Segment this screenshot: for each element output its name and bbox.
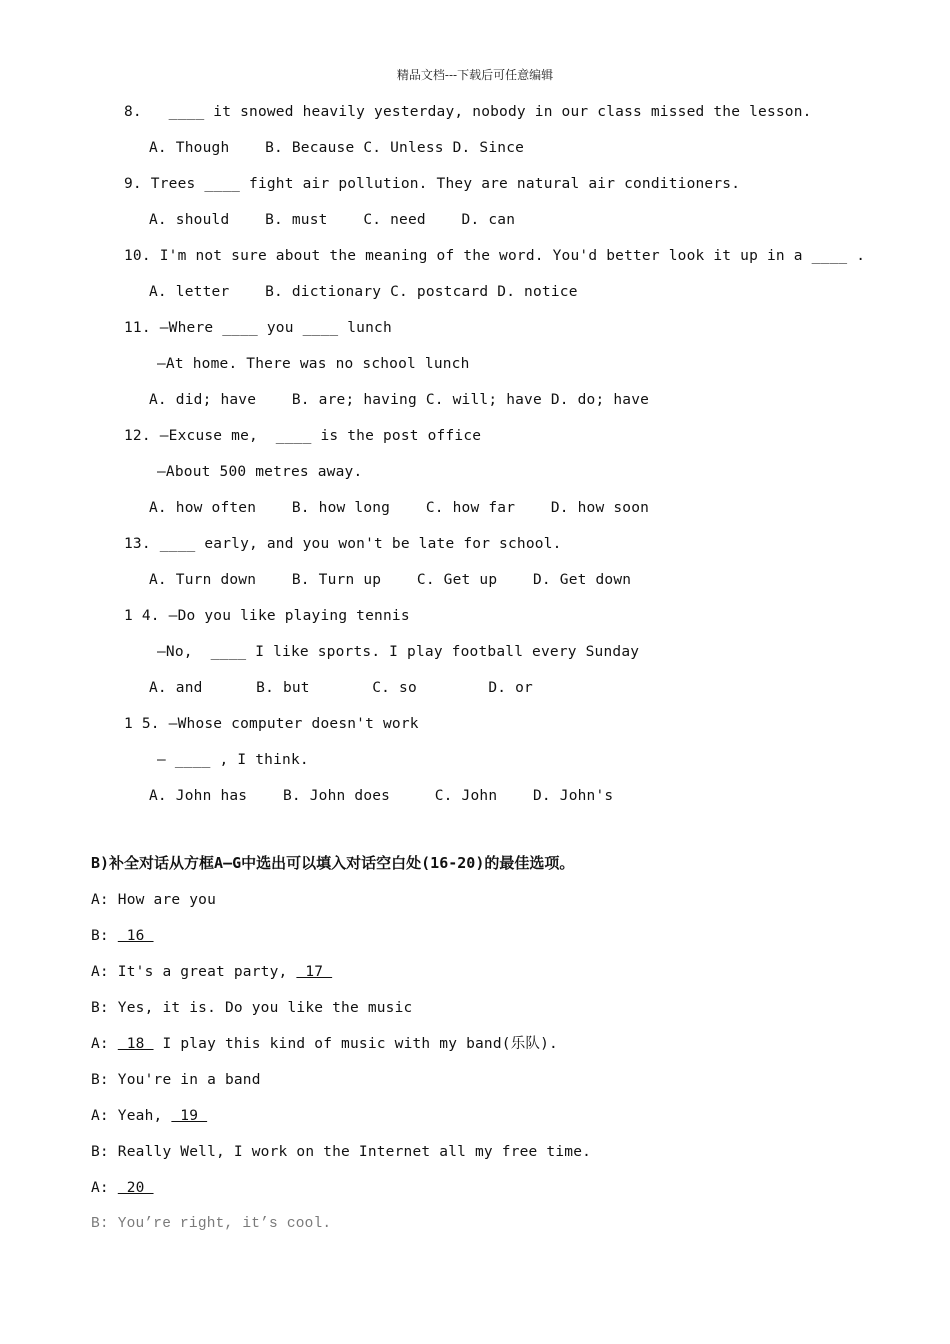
dialogue-line: B: Really Well, I work on the Internet all my free time. (91, 1144, 592, 1160)
question-12-stem: 12. —Excuse me, ____ is the post office (124, 428, 482, 444)
dialogue-text: A: Yeah, (91, 1108, 172, 1124)
question-13-options: A. Turn down B. Turn up C. Get up D. Get down (149, 572, 632, 588)
dialogue-line (91, 962, 332, 982)
question-15-options: A. John has B. John does C. John D. John's (149, 788, 614, 804)
dialogue-line (91, 1178, 154, 1198)
dialogue-speaker: A: (91, 1036, 118, 1052)
question-11-reply: —At home. There was no school lunch (157, 356, 470, 372)
question-9-stem: 9. Trees ____ fight air pollution. They are natural air conditioners. (124, 176, 741, 192)
section-b-title: B)补全对话从方框A—G中选出可以填入对话空白处(16-20)的最佳选项。 (91, 854, 575, 872)
blank-16: 16 (117, 928, 154, 944)
question-8-stem: 8. ____ it snowed heavily yesterday, nobody in our class missed the lesson. (124, 104, 812, 120)
question-11-options: A. did; have B. are; having C. will; have D. do; have (149, 392, 650, 408)
question-8-options: A. Though B. Because C. Unless D. Since (149, 140, 525, 156)
question-13-stem: 13. ____ early, and you won't be late for school. (124, 536, 562, 552)
dialogue-line (91, 926, 154, 946)
question-12-reply: —About 500 metres away. (157, 464, 363, 480)
dialogue-line: A: How are you (91, 892, 217, 908)
question-14-stem: 1 4. —Do you like playing tennis (124, 608, 410, 624)
dialogue-text: A: It's a great party, (91, 964, 297, 980)
dialogue-text: I play this kind of music with my band(乐队). (153, 1036, 558, 1052)
blank-18: 18 (117, 1036, 154, 1052)
question-9-options: A. should B. must C. need D. can (149, 212, 516, 228)
question-15-stem: 1 5. —Whose computer doesn't work (124, 716, 419, 732)
dialogue-line: B: You’re right, it’s cool. (91, 1216, 332, 1232)
dialogue-speaker: B: (91, 928, 118, 944)
question-14-options: A. and B. but C. so D. or (149, 680, 533, 696)
blank-19: 19 (171, 1108, 208, 1124)
dialogue-line: B: Yes, it is. Do you like the music (91, 1000, 413, 1016)
blank-20: 20 (117, 1180, 154, 1196)
question-10-stem: 10. I'm not sure about the meaning of the word. You'd better look it up in a ____ . (124, 248, 866, 264)
dialogue-speaker: A: (91, 1180, 118, 1196)
blank-17: 17 (296, 964, 333, 980)
page-header: 精品文档---下载后可任意编辑 (396, 68, 554, 82)
question-15-reply: — ____ , I think. (157, 752, 309, 768)
question-11-stem: 11. —Where ____ you ____ lunch (124, 320, 392, 336)
dialogue-line: B: You're in a band (91, 1072, 261, 1088)
question-10-options: A. letter B. dictionary C. postcard D. notice (149, 284, 578, 300)
dialogue-line (91, 1106, 207, 1126)
dialogue-line (91, 1034, 558, 1054)
question-14-reply: —No, ____ I like sports. I play football every Sunday (157, 644, 640, 660)
question-12-options: A. how often B. how long C. how far D. how soon (149, 500, 650, 516)
